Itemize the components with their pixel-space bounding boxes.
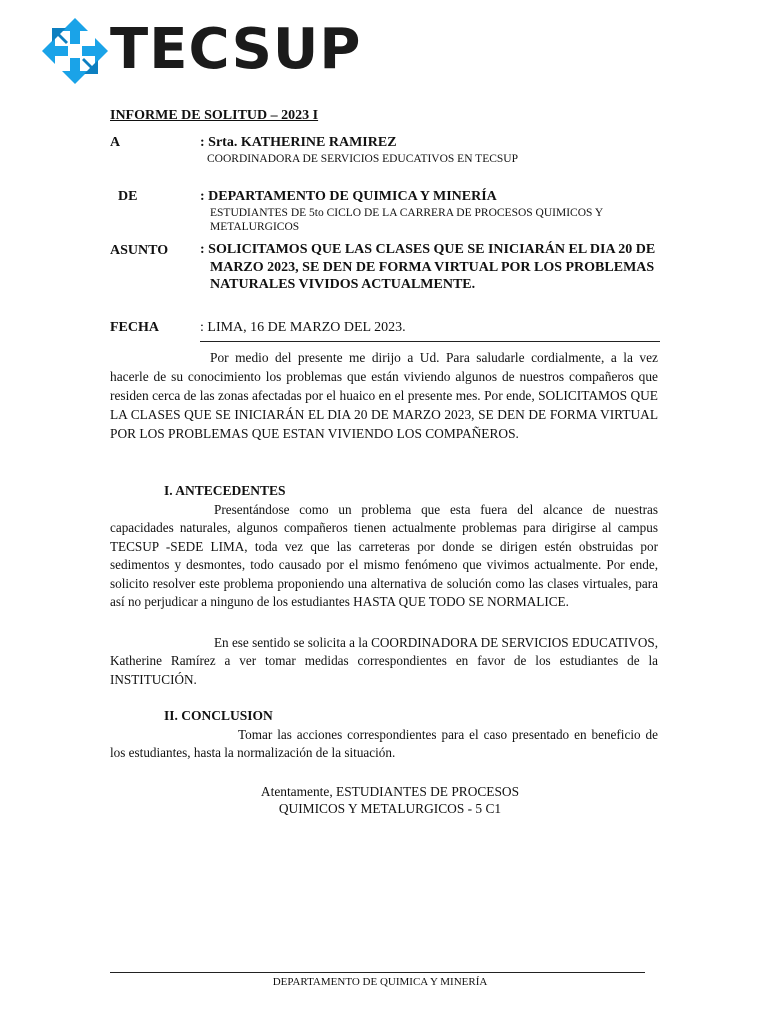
subject-line2: MARZO 2023, SE DEN DE FORMA VIRTUAL POR LOS PROBLEMAS bbox=[210, 259, 655, 275]
footer-text: DEPARTAMENTO DE QUIMICA Y MINERÍA bbox=[272, 976, 488, 988]
header-divider bbox=[200, 341, 660, 342]
subject-label: ASUNTO bbox=[110, 243, 169, 258]
date-value: : LIMA, 16 DE MARZO DEL 2023. bbox=[200, 320, 406, 335]
section1-para2-text: En ese sentido se solicita a la COORDINADORA DE SERVICIOS EDUCATIVOS, Katherine Ramírez a ver tomar medidas correspondientes en favor de los estudiantes de la INSTITUCIÓN. bbox=[110, 635, 658, 687]
date-label: FECHA bbox=[110, 320, 159, 335]
subject-text bbox=[200, 241, 670, 294]
section1-para1-text: Presentándose como un problema que esta fuera del alcance de nuestras capacidades naturales, algunos compañeros tienen actualmente problemas para dirigirse al campus TECSUP -SEDE LIMA, toda vez que las carreteras por donde se dirigen estén obstruidas por sedimentos y desmontes, todo causado por el mismo fenómeno que vivimos actualmente. Por ende, solicito resolver este problema proponiendo una alternativa de solución como las clases virtuales, para así no perjudicar a ninguno de los estudiantes HASTA QUE TODO SE NORMALICE. bbox=[110, 502, 658, 610]
from-subtitle-line1: ESTUDIANTES DE 5to CICLO DE LA CARRERA DE PROCESOS QUIMICOS Y bbox=[210, 207, 604, 219]
closing-line2: QUIMICOS Y METALURGICOS - 5 C1 bbox=[278, 801, 502, 816]
section2-paragraph bbox=[110, 726, 658, 763]
section2-para-text: Tomar las acciones correspondientes para el caso presentado en beneficio de los estudiantes, hasta la normalización de la situación. bbox=[110, 727, 658, 761]
closing-line1: Atentamente, ESTUDIANTES DE PROCESOS bbox=[260, 784, 520, 799]
report-title: INFORME DE SOLITUD – 2023 I bbox=[110, 108, 319, 123]
subject-line1: : SOLICITAMOS QUE LAS CLASES QUE SE INICIARÁN EL DIA 20 DE bbox=[200, 242, 656, 257]
intro-paragraph bbox=[110, 348, 658, 443]
from-value: : DEPARTAMENTO DE QUIMICA Y MINERÍA bbox=[200, 189, 497, 204]
section1-paragraph2 bbox=[110, 634, 658, 689]
section1-heading: I. ANTECEDENTES bbox=[164, 483, 286, 498]
section2-heading: II. CONCLUSION bbox=[164, 708, 273, 723]
from-label: DE bbox=[118, 189, 138, 204]
brand-name: TECSUP bbox=[110, 17, 362, 82]
to-value: : Srta. KATHERINE RAMIREZ bbox=[200, 135, 397, 150]
footer-divider bbox=[110, 972, 645, 973]
section1-paragraph1 bbox=[110, 501, 658, 611]
subject-line3: NATURALES VIVIDOS ACTUALMENTE. bbox=[210, 277, 476, 292]
tecsup-arrows-logo-icon bbox=[40, 16, 110, 86]
to-label: A bbox=[110, 135, 121, 150]
to-subtitle: COORDINADORA DE SERVICIOS EDUCATIVOS EN TECSUP bbox=[207, 153, 518, 165]
from-subtitle-line2: METALURGICOS bbox=[210, 221, 300, 233]
tecsup-logo bbox=[40, 16, 362, 86]
intro-text: Por medio del presente me dirijo a Ud. Para saludarle cordialmente, a la vez hacerle de su conocimiento los problemas que están viviendo algunos de nuestros compañeros que residen cerca de las zonas afectadas por el huaico en el presente mes. Por ende, SOLICITAMOS QUE LA CLASES QUE SE INICIARÁN EL DIA 20 DE MARZO 2023, SE DEN DE FORMA VIRTUAL POR LOS PROBLEMAS QUE ESTAN VIVIENDO LOS COMPAÑEROS. bbox=[110, 350, 658, 441]
